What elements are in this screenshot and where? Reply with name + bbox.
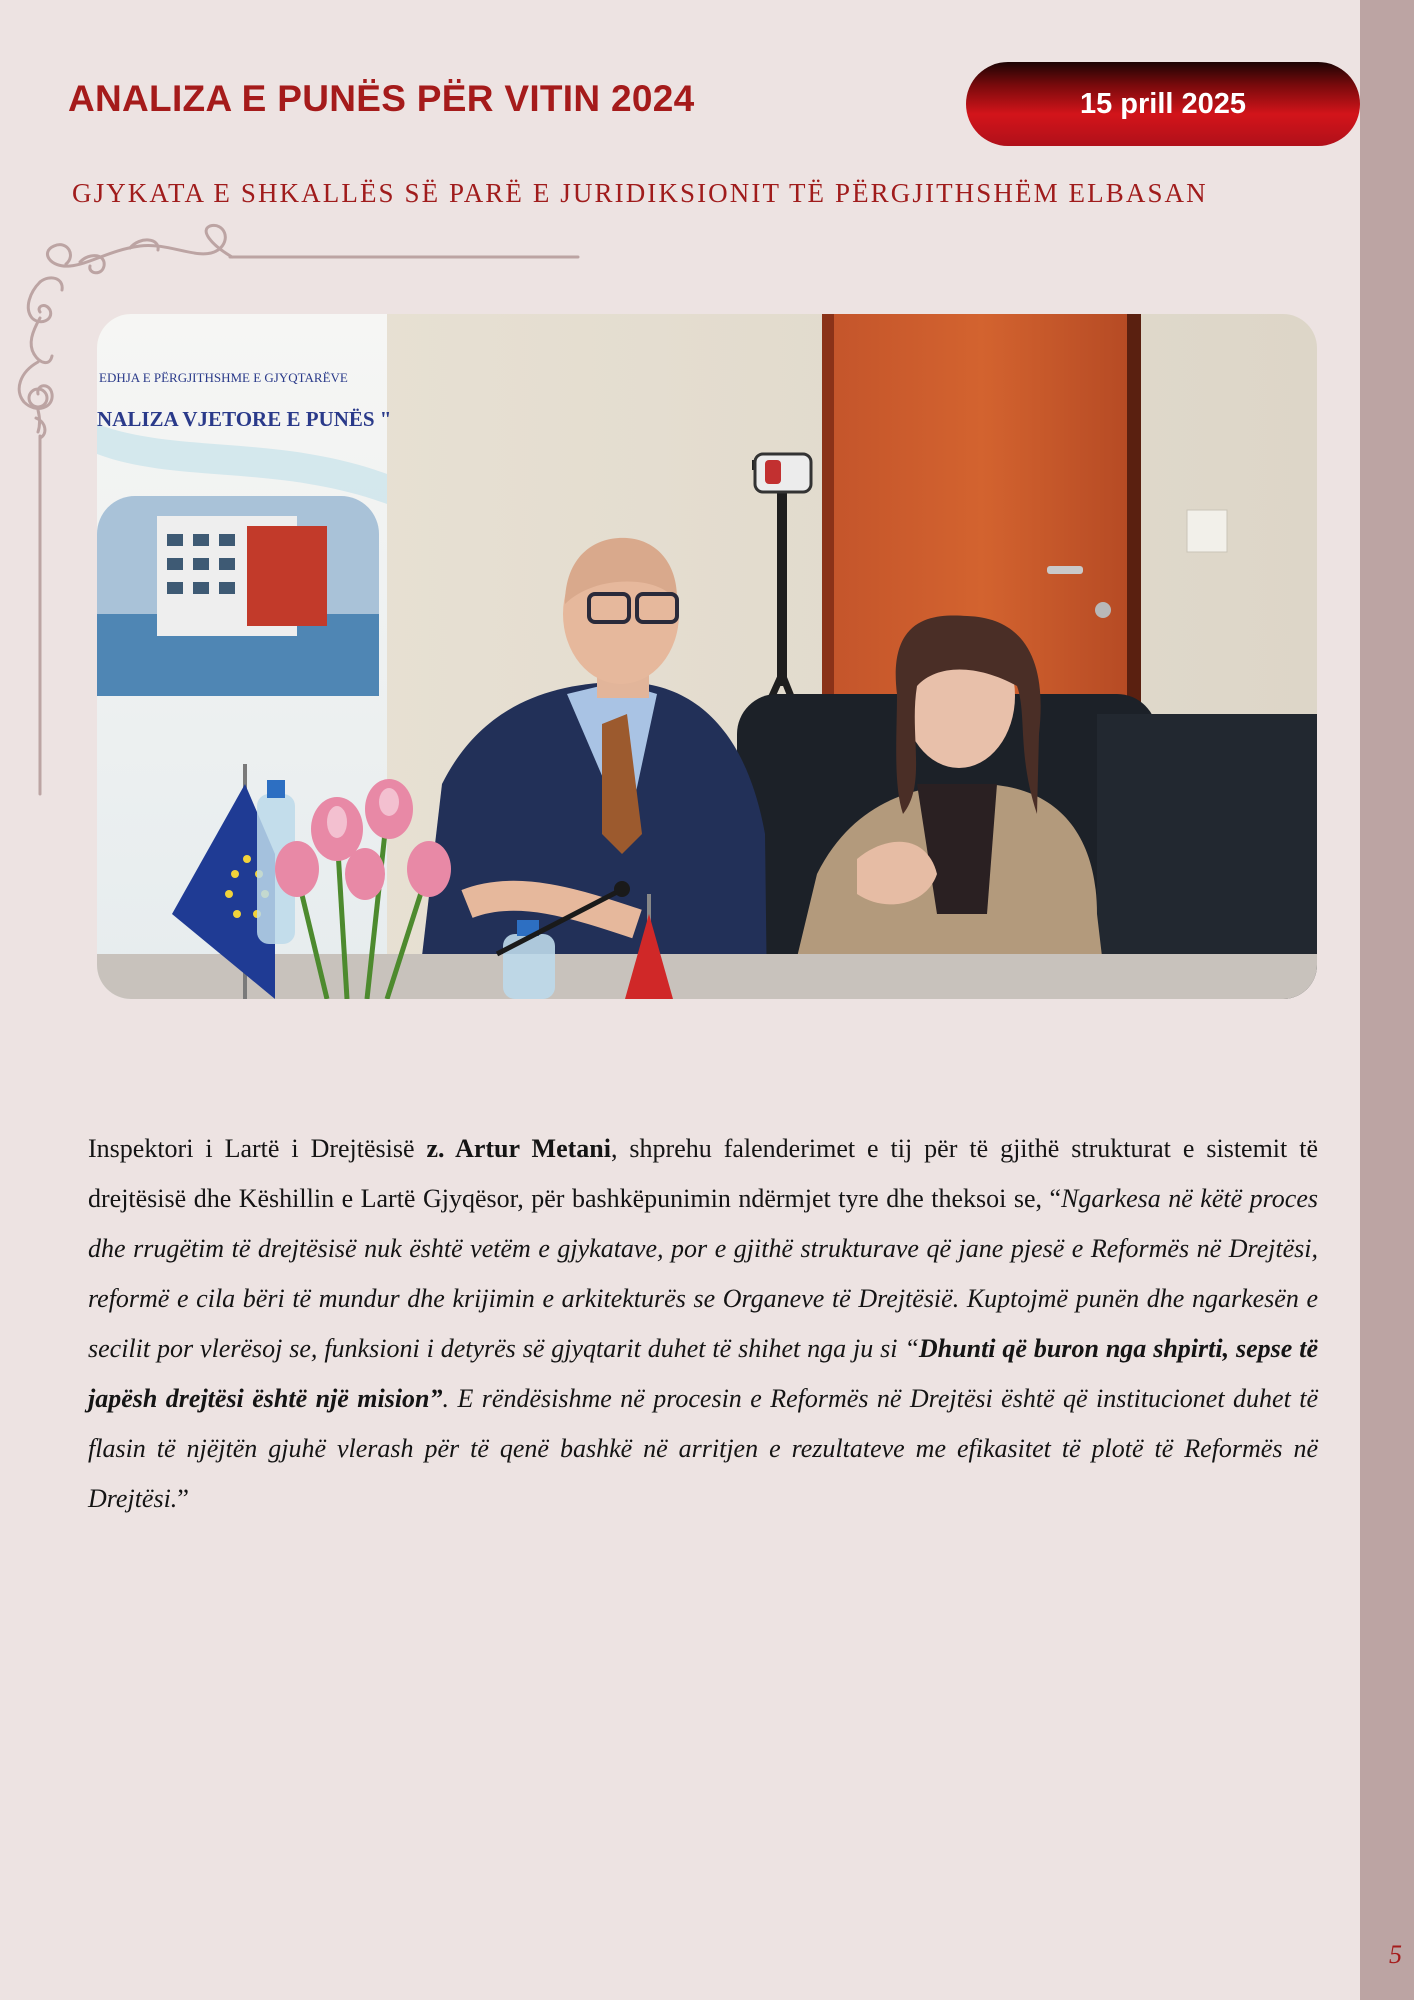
quote-text-part2: . E rëndësishme në procesin e Reformës në Drejtësi është që institucionet duhet të flasin të njëjtën gjuhë vlerash për të qenë bashkë në arritjen e rezultateve me efikasitet të plotë të Reformës në Drejtësi. (88, 1384, 1319, 1513)
side-strip (1360, 0, 1414, 2000)
body-paragraph (88, 1124, 1318, 1524)
quote-text-part1: Ngarkesa në këtë proces dhe rrugëtim të drejtësisë nuk është vetëm e gjykatave, por e gjithë strukturave që jane pjesë e Reformës në Drejtësi, reformë e cila bëri të mundur dhe krijimin e arkitekturës se Organeve të Drejtësië. Kuptojmë punën dhe ngarkesën e secilit por vlerësoj se, funksioni i detyrës së gjyqtarit duhet të shihet nga ju si “ (88, 1184, 1318, 1363)
date-badge (966, 62, 1360, 146)
statement-text: , shprehu falenderimet e tij për të gjithë strukturat e sistemit të drejtësisë dhe Këshillin e Lartë Gjyqësor, për bashkëpunimin ndërmjet tyre dhe theksoi se, “ (88, 1134, 1318, 1213)
date-label: 15 prill 2025 (1079, 87, 1247, 120)
speaker-name: z. Artur Metani (426, 1134, 611, 1163)
intro-text: Inspektori i Lartë i Drejtësisë (88, 1134, 427, 1163)
quote-close: ” (177, 1484, 189, 1513)
banner-text-line2: NALIZA VJETORE E PUNËS " (97, 407, 392, 431)
court-name: GJYKATA E SHKALLËS SË PARË E JURIDIKSIONIT TË PËRGJITHSHËM ELBASAN (72, 178, 1208, 208)
banner-text-line1: EDHJA E PËRGJITHSHME E GJYQTARËVE (99, 370, 348, 385)
page-number: 5 (1389, 1940, 1402, 1969)
meeting-photo (97, 314, 1317, 999)
page-title: ANALIZA E PUNËS PËR VITIN 2024 (68, 78, 695, 119)
quote-emphasis: Dhunti që buron nga shpirti, sepse të japësh drejtësi është një mision” (88, 1334, 1318, 1413)
